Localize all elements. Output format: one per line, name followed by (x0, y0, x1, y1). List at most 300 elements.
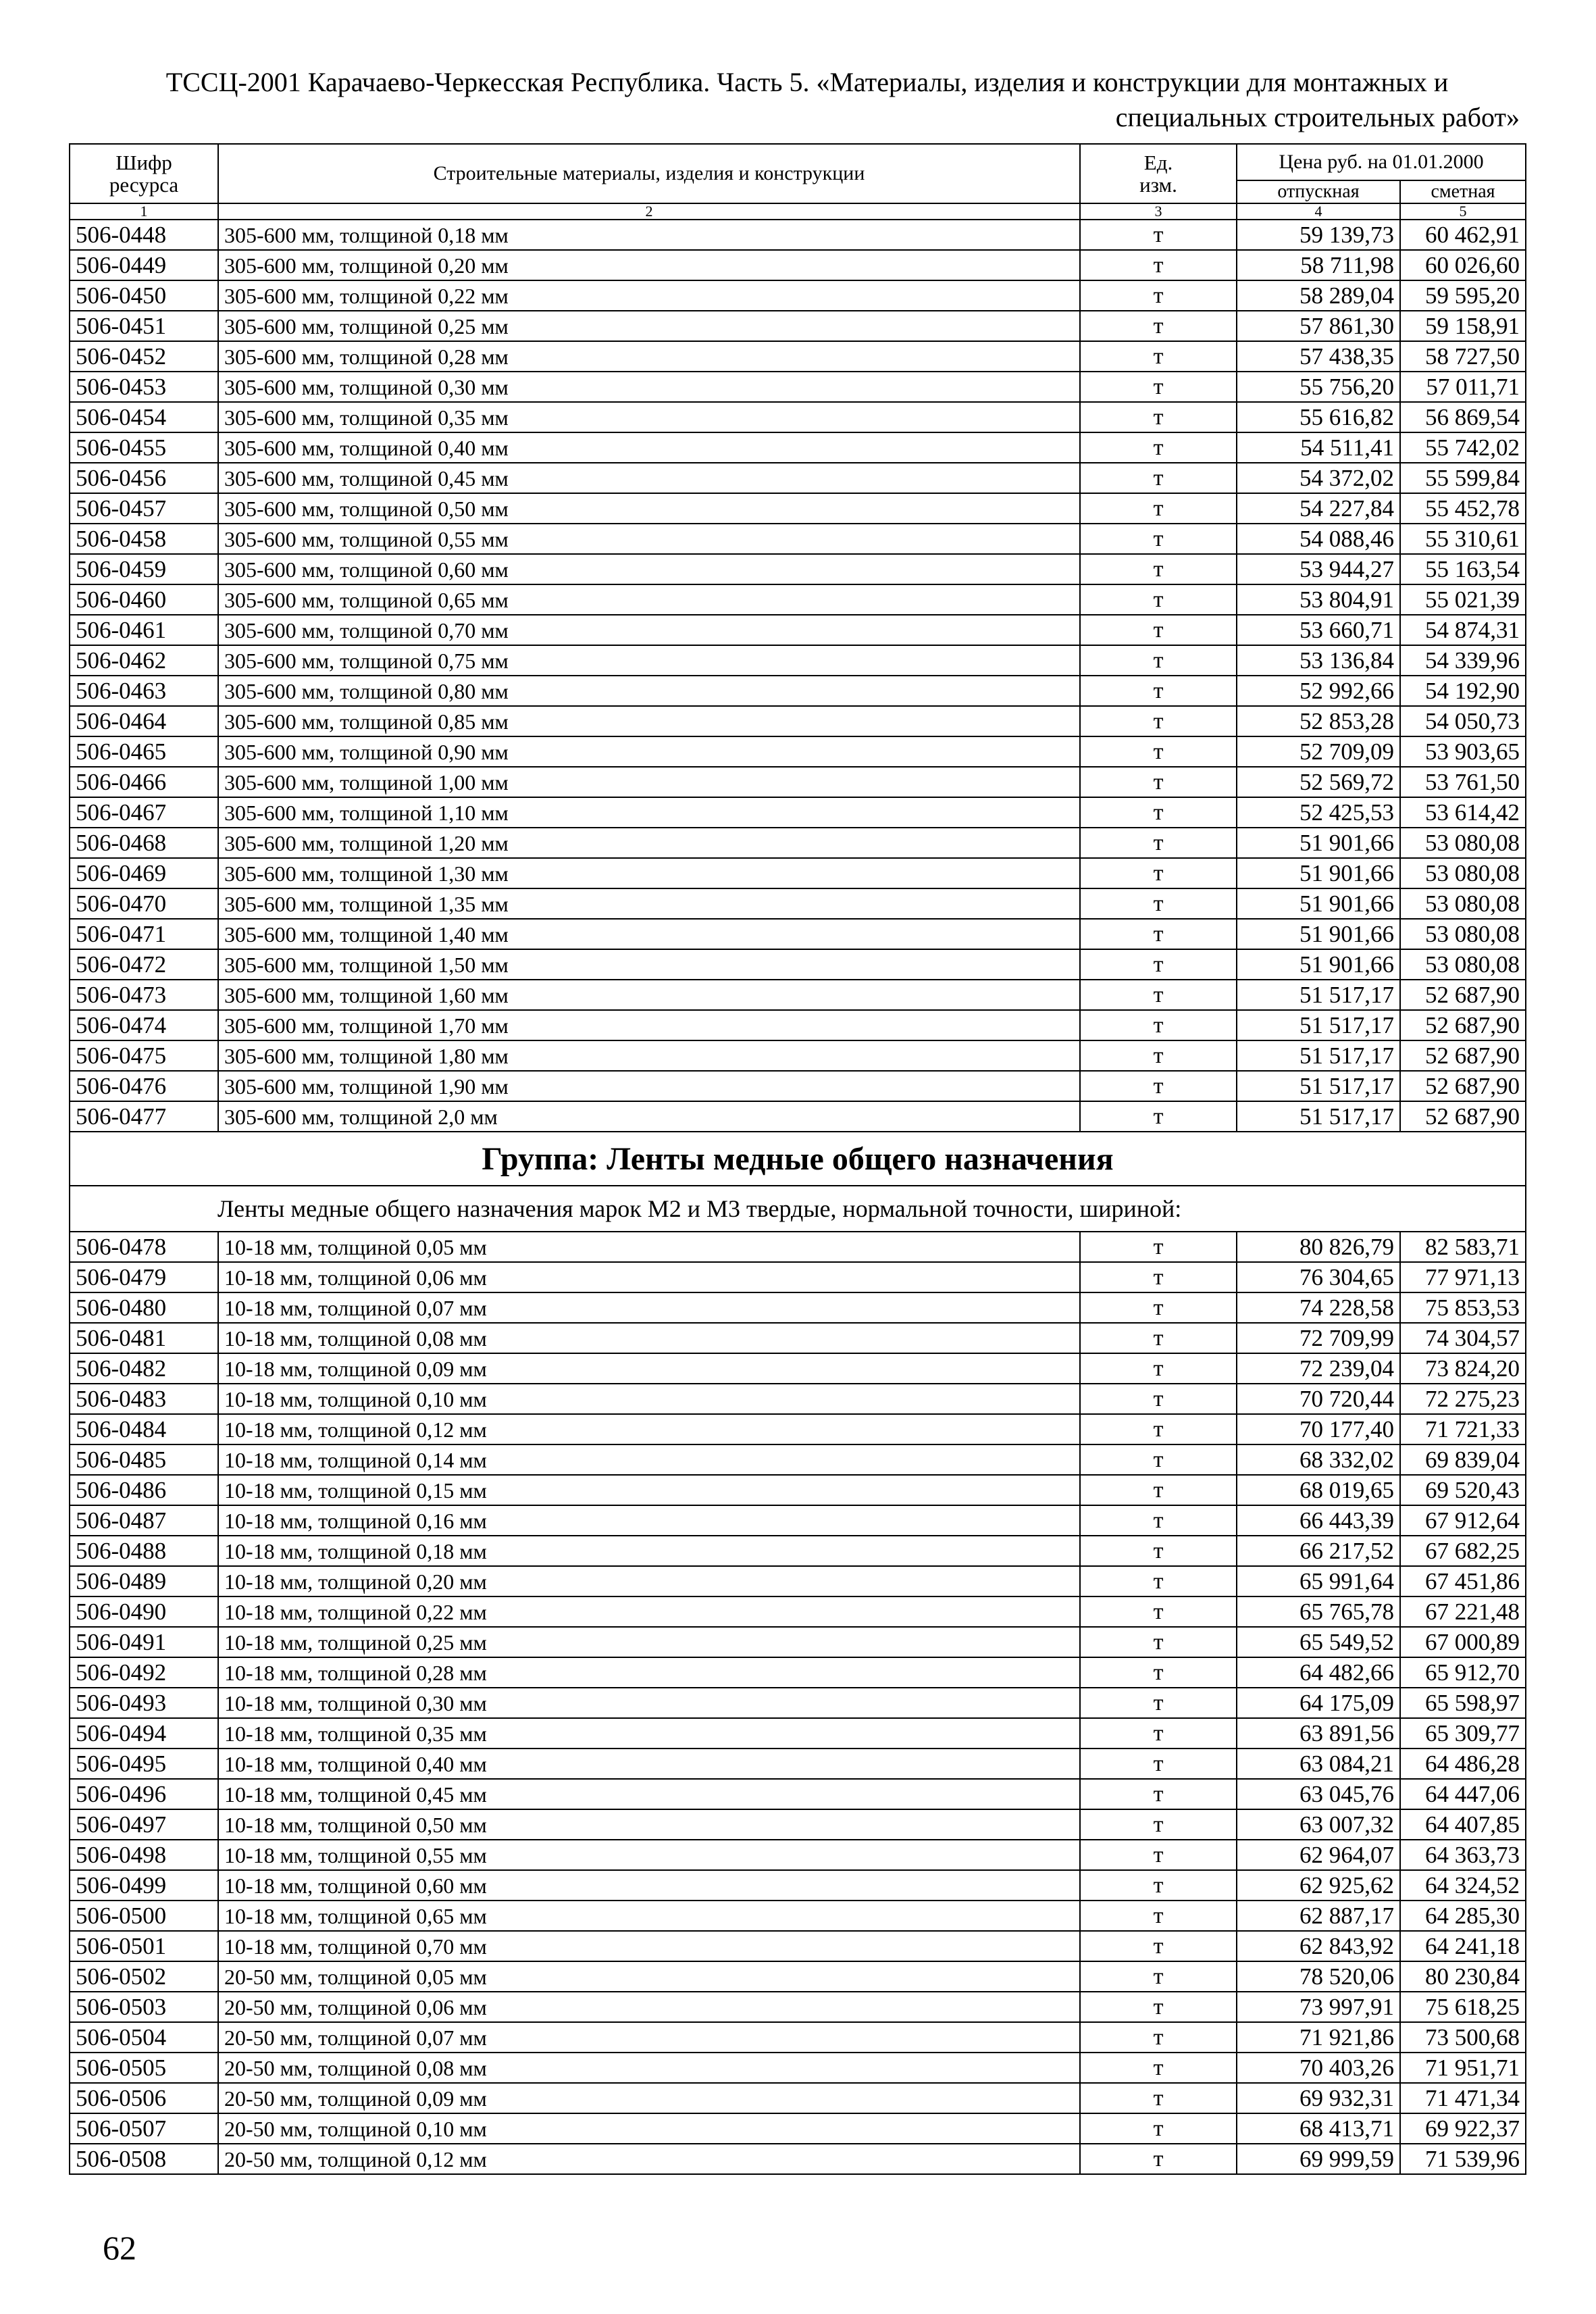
column-number: 1 (70, 203, 218, 220)
unit-cell: т (1080, 706, 1237, 736)
resource-code-cell: 506-0481 (70, 1323, 218, 1353)
unit-cell: т (1080, 797, 1237, 828)
estimate-price-cell: 57 011,71 (1400, 372, 1526, 402)
rows-section-tapes (70, 220, 1526, 1132)
table-row (70, 1627, 1526, 1657)
resource-code-cell: 506-0488 (70, 1536, 218, 1566)
resource-code-cell: 506-0463 (70, 676, 218, 706)
estimate-price-cell: 54 874,31 (1400, 615, 1526, 645)
estimate-price-cell: 52 687,90 (1400, 980, 1526, 1010)
release-price-cell: 57 438,35 (1237, 341, 1400, 372)
unit-cell: т (1080, 432, 1237, 463)
unit-cell: т (1080, 1262, 1237, 1292)
material-name-cell: 20-50 мм, толщиной 0,09 мм (218, 2083, 1080, 2113)
resource-code-cell: 506-0456 (70, 463, 218, 493)
release-price-cell: 69 932,31 (1237, 2083, 1400, 2113)
column-header-unit: Ед. изм. (1080, 144, 1237, 203)
unit-cell: т (1080, 372, 1237, 402)
estimate-price-cell: 72 275,23 (1400, 1384, 1526, 1414)
estimate-price-cell: 69 839,04 (1400, 1444, 1526, 1475)
release-price-cell: 64 175,09 (1237, 1688, 1400, 1718)
material-name-cell: 305-600 мм, толщиной 0,50 мм (218, 493, 1080, 524)
release-price-cell: 53 804,91 (1237, 584, 1400, 615)
resource-code-cell: 506-0507 (70, 2113, 218, 2144)
table-row (70, 980, 1526, 1010)
release-price-cell: 51 517,17 (1237, 1010, 1400, 1040)
material-name-cell: 10-18 мм, толщиной 0,70 мм (218, 1931, 1080, 1961)
unit-cell: т (1080, 1071, 1237, 1101)
release-price-cell: 54 088,46 (1237, 524, 1400, 554)
table-row (70, 402, 1526, 432)
table-row (70, 1657, 1526, 1688)
estimate-price-cell: 60 026,60 (1400, 250, 1526, 280)
resource-code-cell: 506-0498 (70, 1840, 218, 1870)
resource-code-cell: 506-0457 (70, 493, 218, 524)
table-row (70, 676, 1526, 706)
unit-cell: т (1080, 1566, 1237, 1596)
table-row (70, 2053, 1526, 2083)
unit-cell: т (1080, 1779, 1237, 1809)
estimate-price-cell: 54 339,96 (1400, 645, 1526, 676)
estimate-price-cell: 73 500,68 (1400, 2022, 1526, 2053)
unit-cell: т (1080, 676, 1237, 706)
table-row (70, 736, 1526, 767)
resource-code-cell: 506-0465 (70, 736, 218, 767)
material-name-cell: 305-600 мм, толщиной 0,20 мм (218, 250, 1080, 280)
release-price-cell: 62 925,62 (1237, 1870, 1400, 1901)
resource-code-cell: 506-0503 (70, 1992, 218, 2022)
column-header-release: отпускная (1237, 180, 1400, 203)
table-row (70, 2113, 1526, 2144)
material-name-cell: 305-600 мм, толщиной 0,70 мм (218, 615, 1080, 645)
material-name-cell: 20-50 мм, толщиной 0,05 мм (218, 1961, 1080, 1992)
resource-code-cell: 506-0497 (70, 1809, 218, 1840)
estimate-price-cell: 54 192,90 (1400, 676, 1526, 706)
table-row (70, 372, 1526, 402)
estimate-price-cell: 53 080,08 (1400, 828, 1526, 858)
release-price-cell: 68 332,02 (1237, 1444, 1400, 1475)
table-row (70, 797, 1526, 828)
resource-code-cell: 506-0455 (70, 432, 218, 463)
unit-cell: т (1080, 888, 1237, 919)
release-price-cell: 64 482,66 (1237, 1657, 1400, 1688)
material-name-cell: 305-600 мм, толщиной 0,22 мм (218, 280, 1080, 311)
table-row (70, 493, 1526, 524)
material-name-cell: 305-600 мм, толщиной 0,25 мм (218, 311, 1080, 341)
resource-code-cell: 506-0452 (70, 341, 218, 372)
resource-code-cell: 506-0449 (70, 250, 218, 280)
table-row (70, 1292, 1526, 1323)
material-name-cell: 305-600 мм, толщиной 0,90 мм (218, 736, 1080, 767)
table-row (70, 1384, 1526, 1414)
release-price-cell: 52 425,53 (1237, 797, 1400, 828)
material-name-cell: 20-50 мм, толщиной 0,06 мм (218, 1992, 1080, 2022)
resource-code-cell: 506-0462 (70, 645, 218, 676)
column-number: 5 (1400, 203, 1526, 220)
release-price-cell: 51 517,17 (1237, 980, 1400, 1010)
table-row (70, 1536, 1526, 1566)
material-name-cell: 20-50 мм, толщиной 0,12 мм (218, 2144, 1080, 2174)
unit-cell: т (1080, 1101, 1237, 1132)
table-row (70, 1840, 1526, 1870)
column-number: 3 (1080, 203, 1237, 220)
header-line-2: специальных строительных работ» (1115, 102, 1520, 132)
release-price-cell: 53 944,27 (1237, 554, 1400, 584)
release-price-cell: 54 227,84 (1237, 493, 1400, 524)
unit-cell: т (1080, 1627, 1237, 1657)
table-row (70, 1071, 1526, 1101)
unit-cell: т (1080, 767, 1237, 797)
table-row (70, 2022, 1526, 2053)
material-name-cell: 20-50 мм, толщиной 0,08 мм (218, 2053, 1080, 2083)
table-row (70, 828, 1526, 858)
unit-cell: т (1080, 584, 1237, 615)
unit-cell: т (1080, 341, 1237, 372)
material-name-cell: 10-18 мм, толщиной 0,12 мм (218, 1414, 1080, 1444)
material-name-cell: 305-600 мм, толщиной 1,90 мм (218, 1071, 1080, 1101)
table-row (70, 615, 1526, 645)
unit-cell: т (1080, 1232, 1237, 1262)
material-name-cell: 10-18 мм, толщиной 0,14 мм (218, 1444, 1080, 1475)
material-name-cell: 20-50 мм, толщиной 0,07 мм (218, 2022, 1080, 2053)
material-name-cell: 10-18 мм, толщиной 0,10 мм (218, 1384, 1080, 1414)
unit-cell: т (1080, 1931, 1237, 1961)
unit-cell: т (1080, 919, 1237, 949)
resource-code-cell: 506-0506 (70, 2083, 218, 2113)
estimate-price-cell: 65 912,70 (1400, 1657, 1526, 1688)
estimate-price-cell: 52 687,90 (1400, 1040, 1526, 1071)
unit-cell: т (1080, 1718, 1237, 1749)
unit-cell: т (1080, 736, 1237, 767)
material-name-cell: 305-600 мм, толщиной 1,30 мм (218, 858, 1080, 888)
estimate-price-cell: 82 583,71 (1400, 1232, 1526, 1262)
table-row (70, 1809, 1526, 1840)
unit-cell: т (1080, 1901, 1237, 1931)
material-name-cell: 10-18 мм, толщиной 0,35 мм (218, 1718, 1080, 1749)
estimate-price-cell: 69 922,37 (1400, 2113, 1526, 2144)
unit-cell: т (1080, 1040, 1237, 1071)
material-name-cell: 10-18 мм, толщиной 0,08 мм (218, 1323, 1080, 1353)
resource-code-cell: 506-0466 (70, 767, 218, 797)
table-row (70, 1961, 1526, 1992)
estimate-price-cell: 64 324,52 (1400, 1870, 1526, 1901)
release-price-cell: 65 549,52 (1237, 1627, 1400, 1657)
unit-cell: т (1080, 2144, 1237, 2174)
release-price-cell: 72 239,04 (1237, 1353, 1400, 1384)
resource-code-cell: 506-0458 (70, 524, 218, 554)
resource-code-cell: 506-0499 (70, 1870, 218, 1901)
table-header-row (70, 144, 1526, 180)
release-price-cell: 54 511,41 (1237, 432, 1400, 463)
release-price-cell: 65 765,78 (1237, 1596, 1400, 1627)
material-name-cell: 10-18 мм, толщиной 0,20 мм (218, 1566, 1080, 1596)
unit-cell: т (1080, 1992, 1237, 2022)
estimate-price-cell: 65 309,77 (1400, 1718, 1526, 1749)
release-price-cell: 71 921,86 (1237, 2022, 1400, 2053)
release-price-cell: 55 616,82 (1237, 402, 1400, 432)
resource-code-cell: 506-0448 (70, 220, 218, 250)
resource-code-cell: 506-0473 (70, 980, 218, 1010)
estimate-price-cell: 67 000,89 (1400, 1627, 1526, 1657)
resource-code-cell: 506-0475 (70, 1040, 218, 1071)
estimate-price-cell: 55 021,39 (1400, 584, 1526, 615)
resource-code-cell: 506-0508 (70, 2144, 218, 2174)
material-name-cell: 10-18 мм, толщиной 0,16 мм (218, 1505, 1080, 1536)
release-price-cell: 76 304,65 (1237, 1262, 1400, 1292)
unit-cell: т (1080, 1010, 1237, 1040)
resource-code-cell: 506-0474 (70, 1010, 218, 1040)
estimate-price-cell: 73 824,20 (1400, 1353, 1526, 1384)
estimate-price-cell: 53 080,08 (1400, 858, 1526, 888)
resource-code-cell: 506-0478 (70, 1232, 218, 1262)
resource-code-cell: 506-0476 (70, 1071, 218, 1101)
release-price-cell: 70 177,40 (1237, 1414, 1400, 1444)
unit-cell: т (1080, 402, 1237, 432)
unit-cell: т (1080, 1809, 1237, 1840)
unit-cell: т (1080, 524, 1237, 554)
rows-section-copper-tapes (70, 1232, 1526, 2174)
release-price-cell: 63 891,56 (1237, 1718, 1400, 1749)
header-line-1: ТССЦ-2001 Карачаево-Черкесская Республика. Часть 5. «Материалы, изделия и конструкции для монтажных и (165, 67, 1449, 97)
material-name-cell: 305-600 мм, толщиной 1,20 мм (218, 828, 1080, 858)
estimate-price-cell: 54 050,73 (1400, 706, 1526, 736)
material-name-cell: 10-18 мм, толщиной 0,60 мм (218, 1870, 1080, 1901)
unit-cell: т (1080, 250, 1237, 280)
estimate-price-cell: 67 221,48 (1400, 1596, 1526, 1627)
release-price-cell: 51 517,17 (1237, 1101, 1400, 1132)
estimate-price-cell: 53 903,65 (1400, 736, 1526, 767)
material-name-cell: 305-600 мм, толщиной 1,40 мм (218, 919, 1080, 949)
estimate-price-cell: 55 599,84 (1400, 463, 1526, 493)
resource-code-cell: 506-0470 (70, 888, 218, 919)
table-row (70, 767, 1526, 797)
release-price-cell: 74 228,58 (1237, 1292, 1400, 1323)
estimate-price-cell: 53 080,08 (1400, 888, 1526, 919)
table-row (70, 220, 1526, 250)
unit-cell: т (1080, 1353, 1237, 1384)
release-price-cell: 51 901,66 (1237, 858, 1400, 888)
group-subtitle: Ленты медные общего назначения марок М2 и М3 твердые, нормальной точности, шириной: (70, 1186, 1526, 1232)
material-name-cell: 10-18 мм, толщиной 0,55 мм (218, 1840, 1080, 1870)
unit-cell: т (1080, 1414, 1237, 1444)
material-name-cell: 305-600 мм, толщиной 1,35 мм (218, 888, 1080, 919)
unit-cell: т (1080, 554, 1237, 584)
resource-code-cell: 506-0469 (70, 858, 218, 888)
table-row (70, 1414, 1526, 1444)
table-row (70, 311, 1526, 341)
unit-cell: т (1080, 2022, 1237, 2053)
estimate-price-cell: 53 614,42 (1400, 797, 1526, 828)
unit-cell: т (1080, 858, 1237, 888)
table-row (70, 524, 1526, 554)
resource-code-cell: 506-0453 (70, 372, 218, 402)
page-header (68, 65, 1520, 135)
table-row (70, 645, 1526, 676)
unit-cell: т (1080, 1444, 1237, 1475)
estimate-price-cell: 71 951,71 (1400, 2053, 1526, 2083)
material-name-cell: 305-600 мм, толщиной 0,45 мм (218, 463, 1080, 493)
release-price-cell: 52 853,28 (1237, 706, 1400, 736)
estimate-price-cell: 64 486,28 (1400, 1749, 1526, 1779)
table-row (70, 1262, 1526, 1292)
table-row (70, 432, 1526, 463)
release-price-cell: 70 720,44 (1237, 1384, 1400, 1414)
material-name-cell: 305-600 мм, толщиной 0,85 мм (218, 706, 1080, 736)
material-name-cell: 305-600 мм, толщиной 1,60 мм (218, 980, 1080, 1010)
unit-cell: т (1080, 828, 1237, 858)
table-row (70, 1992, 1526, 2022)
estimate-price-cell: 52 687,90 (1400, 1010, 1526, 1040)
column-number: 2 (218, 203, 1080, 220)
table-row (70, 949, 1526, 980)
estimate-price-cell: 52 687,90 (1400, 1101, 1526, 1132)
unit-cell: т (1080, 615, 1237, 645)
resource-code-cell: 506-0486 (70, 1475, 218, 1505)
table-row (70, 1010, 1526, 1040)
estimate-price-cell: 56 869,54 (1400, 402, 1526, 432)
estimate-price-cell: 75 853,53 (1400, 1292, 1526, 1323)
estimate-price-cell: 55 310,61 (1400, 524, 1526, 554)
resource-code-cell: 506-0494 (70, 1718, 218, 1749)
group-heading-row (70, 1132, 1526, 1186)
release-price-cell: 51 901,66 (1237, 919, 1400, 949)
table-row (70, 1931, 1526, 1961)
unit-cell: т (1080, 1688, 1237, 1718)
column-number: 4 (1237, 203, 1400, 220)
table-row (70, 1749, 1526, 1779)
unit-cell: т (1080, 645, 1237, 676)
unit-cell: т (1080, 2113, 1237, 2144)
material-name-cell: 10-18 мм, толщиной 0,65 мм (218, 1901, 1080, 1931)
release-price-cell: 68 413,71 (1237, 2113, 1400, 2144)
release-price-cell: 58 289,04 (1237, 280, 1400, 311)
estimate-price-cell: 52 687,90 (1400, 1071, 1526, 1101)
unit-cell: т (1080, 311, 1237, 341)
unit-cell: т (1080, 463, 1237, 493)
resource-code-cell: 506-0467 (70, 797, 218, 828)
material-name-cell: 10-18 мм, толщиной 0,45 мм (218, 1779, 1080, 1809)
release-price-cell: 62 887,17 (1237, 1901, 1400, 1931)
material-name-cell: 10-18 мм, толщиной 0,30 мм (218, 1688, 1080, 1718)
table-row (70, 1596, 1526, 1627)
resource-code-cell: 506-0487 (70, 1505, 218, 1536)
resource-code-cell: 506-0505 (70, 2053, 218, 2083)
material-name-cell: 10-18 мм, толщиной 0,50 мм (218, 1809, 1080, 1840)
estimate-price-cell: 67 451,86 (1400, 1566, 1526, 1596)
estimate-price-cell: 60 462,91 (1400, 220, 1526, 250)
material-name-cell: 305-600 мм, толщиной 1,50 мм (218, 949, 1080, 980)
release-price-cell: 53 136,84 (1237, 645, 1400, 676)
material-name-cell: 10-18 мм, толщиной 0,07 мм (218, 1292, 1080, 1323)
estimate-price-cell: 64 363,73 (1400, 1840, 1526, 1870)
unit-cell: т (1080, 1657, 1237, 1688)
estimate-price-cell: 65 598,97 (1400, 1688, 1526, 1718)
column-header-price: Цена руб. на 01.01.2000 (1237, 144, 1526, 180)
material-name-cell: 305-600 мм, толщиной 0,60 мм (218, 554, 1080, 584)
release-price-cell: 62 964,07 (1237, 1840, 1400, 1870)
unit-cell: т (1080, 980, 1237, 1010)
table-row (70, 1444, 1526, 1475)
material-name-cell: 305-600 мм, толщиной 1,10 мм (218, 797, 1080, 828)
estimate-price-cell: 53 080,08 (1400, 949, 1526, 980)
material-name-cell: 305-600 мм, толщиной 0,40 мм (218, 432, 1080, 463)
release-price-cell: 59 139,73 (1237, 220, 1400, 250)
resource-code-cell: 506-0489 (70, 1566, 218, 1596)
table-row (70, 1688, 1526, 1718)
release-price-cell: 51 901,66 (1237, 949, 1400, 980)
release-price-cell: 58 711,98 (1237, 250, 1400, 280)
estimate-price-cell: 77 971,13 (1400, 1262, 1526, 1292)
material-name-cell: 10-18 мм, толщиной 0,40 мм (218, 1749, 1080, 1779)
material-name-cell: 305-600 мм, толщиной 1,70 мм (218, 1010, 1080, 1040)
table-row (70, 1232, 1526, 1262)
resource-code-cell: 506-0492 (70, 1657, 218, 1688)
unit-cell: т (1080, 220, 1237, 250)
estimate-price-cell: 59 158,91 (1400, 311, 1526, 341)
column-number-row (70, 203, 1526, 220)
resource-code-cell: 506-0454 (70, 402, 218, 432)
table-row (70, 858, 1526, 888)
unit-cell: т (1080, 1870, 1237, 1901)
column-header-name: Строительные материалы, изделия и конструкции (218, 144, 1080, 203)
unit-cell: т (1080, 1292, 1237, 1323)
release-price-cell: 63 045,76 (1237, 1779, 1400, 1809)
resource-code-cell: 506-0501 (70, 1931, 218, 1961)
estimate-price-cell: 71 539,96 (1400, 2144, 1526, 2174)
price-table (69, 143, 1526, 2175)
estimate-price-cell: 53 080,08 (1400, 919, 1526, 949)
table-row (70, 1323, 1526, 1353)
release-price-cell: 66 217,52 (1237, 1536, 1400, 1566)
estimate-price-cell: 64 407,85 (1400, 1809, 1526, 1840)
table-row (70, 2144, 1526, 2174)
table-row (70, 1040, 1526, 1071)
unit-cell: т (1080, 1536, 1237, 1566)
estimate-price-cell: 67 912,64 (1400, 1505, 1526, 1536)
release-price-cell: 51 901,66 (1237, 828, 1400, 858)
resource-code-cell: 506-0472 (70, 949, 218, 980)
resource-code-cell: 506-0495 (70, 1749, 218, 1779)
resource-code-cell: 506-0451 (70, 311, 218, 341)
column-header-estimate: сметная (1400, 180, 1526, 203)
table-row (70, 584, 1526, 615)
table-row (70, 341, 1526, 372)
release-price-cell: 52 709,09 (1237, 736, 1400, 767)
unit-cell: т (1080, 1961, 1237, 1992)
estimate-price-cell: 64 241,18 (1400, 1931, 1526, 1961)
table-row (70, 706, 1526, 736)
release-price-cell: 72 709,99 (1237, 1323, 1400, 1353)
material-name-cell: 305-600 мм, толщиной 1,00 мм (218, 767, 1080, 797)
table-row (70, 554, 1526, 584)
resource-code-cell: 506-0496 (70, 1779, 218, 1809)
table-row (70, 919, 1526, 949)
table-row (70, 888, 1526, 919)
estimate-price-cell: 64 447,06 (1400, 1779, 1526, 1809)
unit-cell: т (1080, 1384, 1237, 1414)
resource-code-cell: 506-0490 (70, 1596, 218, 1627)
release-price-cell: 70 403,26 (1237, 2053, 1400, 2083)
release-price-cell: 80 826,79 (1237, 1232, 1400, 1262)
release-price-cell: 51 517,17 (1237, 1071, 1400, 1101)
material-name-cell: 305-600 мм, толщиной 1,80 мм (218, 1040, 1080, 1071)
resource-code-cell: 506-0485 (70, 1444, 218, 1475)
resource-code-cell: 506-0482 (70, 1353, 218, 1384)
column-header-code: Шифр ресурса (70, 144, 218, 203)
estimate-price-cell: 53 761,50 (1400, 767, 1526, 797)
material-name-cell: 10-18 мм, толщиной 0,18 мм (218, 1536, 1080, 1566)
table-row (70, 2083, 1526, 2113)
